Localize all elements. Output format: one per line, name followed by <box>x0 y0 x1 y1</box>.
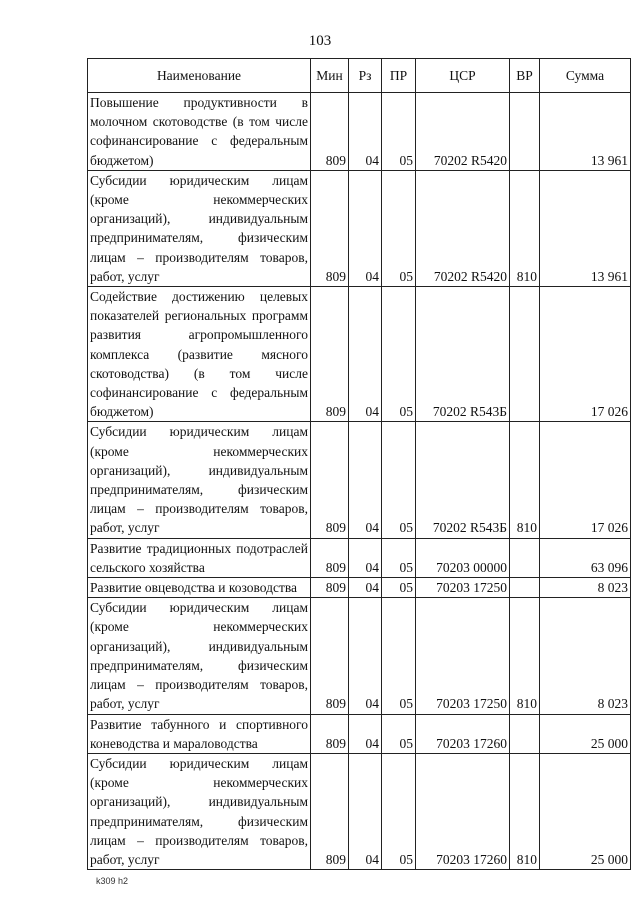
cell-pr: 05 <box>382 578 416 598</box>
cell-vr <box>510 93 540 171</box>
cell-vr: 810 <box>510 422 540 538</box>
cell-rz: 04 <box>349 538 382 577</box>
cell-min: 809 <box>311 93 349 171</box>
cell-min: 809 <box>311 422 349 538</box>
cell-sum: 13 961 <box>540 93 631 171</box>
table-row <box>88 578 631 598</box>
cell-pr: 05 <box>382 422 416 538</box>
table-row <box>88 598 631 714</box>
cell-name: Субсидии юридическим лицам (кроме некоммерческих организаций), индивидуальным предпринимателям, физическим лицам – производителям товаров, работ, услуг <box>88 598 311 714</box>
cell-name: Субсидии юридическим лицам (кроме некоммерческих организаций), индивидуальным предпринимателям, физическим лицам – производителям товаров, работ, услуг <box>88 422 311 538</box>
cell-pr: 05 <box>382 753 416 869</box>
page-number: 103 <box>308 33 332 49</box>
header-sum: Сумма <box>540 59 631 93</box>
cell-csr: 70202 R5420 <box>416 93 510 171</box>
cell-name: Повышение продуктивности в молочном скотоводстве (в том числе софинансирование с федеральным бюджетом) <box>88 93 311 171</box>
table-header-row <box>88 59 631 93</box>
cell-csr: 70202 R5420 <box>416 170 510 286</box>
header-pr: ПР <box>382 59 416 93</box>
cell-pr: 05 <box>382 287 416 422</box>
cell-name: Содействие достижению целевых показателей региональных программ развития агропромышленного комплекса (развитие мясного скотоводства) (в том числе софинансирование с федеральным бюджетом) <box>88 287 311 422</box>
cell-sum: 25 000 <box>540 753 631 869</box>
cell-vr: 810 <box>510 753 540 869</box>
cell-min: 809 <box>311 287 349 422</box>
cell-name: Развитие табунного и спортивного коневодства и мараловодства <box>88 714 311 753</box>
cell-name: Развитие овцеводства и козоводства <box>88 578 311 598</box>
header-rz: Рз <box>349 59 382 93</box>
cell-min: 809 <box>311 578 349 598</box>
cell-name: Развитие традиционных подотраслей сельского хозяйства <box>88 538 311 577</box>
cell-sum: 25 000 <box>540 714 631 753</box>
cell-csr: 70203 17260 <box>416 714 510 753</box>
table-row <box>88 422 631 538</box>
cell-vr <box>510 538 540 577</box>
header-vr: ВР <box>510 59 540 93</box>
cell-rz: 04 <box>349 753 382 869</box>
table-row <box>88 170 631 286</box>
cell-rz: 04 <box>349 598 382 714</box>
cell-sum: 17 026 <box>540 287 631 422</box>
cell-min: 809 <box>311 714 349 753</box>
cell-csr: 70202 R543Б <box>416 422 510 538</box>
cell-min: 809 <box>311 598 349 714</box>
cell-sum: 8 023 <box>540 598 631 714</box>
cell-sum: 17 026 <box>540 422 631 538</box>
cell-rz: 04 <box>349 170 382 286</box>
footer-code: k309 h2 <box>96 876 129 886</box>
cell-rz: 04 <box>349 422 382 538</box>
cell-name: Субсидии юридическим лицам (кроме некоммерческих организаций), индивидуальным предпринимателям, физическим лицам – производителям товаров, работ, услуг <box>88 753 311 869</box>
cell-name: Субсидии юридическим лицам (кроме некоммерческих организаций), индивидуальным предпринимателям, физическим лицам – производителям товаров, работ, услуг <box>88 170 311 286</box>
cell-vr <box>510 714 540 753</box>
cell-vr: 810 <box>510 598 540 714</box>
table-row <box>88 538 631 577</box>
cell-rz: 04 <box>349 93 382 171</box>
cell-rz: 04 <box>349 714 382 753</box>
table-row <box>88 714 631 753</box>
table-row <box>88 287 631 422</box>
cell-pr: 05 <box>382 598 416 714</box>
cell-vr <box>510 578 540 598</box>
cell-rz: 04 <box>349 578 382 598</box>
header-name: Наименование <box>88 59 311 93</box>
cell-pr: 05 <box>382 170 416 286</box>
cell-min: 809 <box>311 170 349 286</box>
cell-csr: 70203 00000 <box>416 538 510 577</box>
cell-sum: 63 096 <box>540 538 631 577</box>
table-row <box>88 753 631 869</box>
cell-min: 809 <box>311 753 349 869</box>
table-row <box>88 93 631 171</box>
budget-table <box>87 58 631 870</box>
cell-vr: 810 <box>510 170 540 286</box>
cell-rz: 04 <box>349 287 382 422</box>
cell-min: 809 <box>311 538 349 577</box>
header-min: Мин <box>311 59 349 93</box>
cell-pr: 05 <box>382 714 416 753</box>
cell-pr: 05 <box>382 538 416 577</box>
cell-csr: 70203 17250 <box>416 578 510 598</box>
cell-csr: 70203 17250 <box>416 598 510 714</box>
cell-csr: 70203 17260 <box>416 753 510 869</box>
cell-pr: 05 <box>382 93 416 171</box>
cell-sum: 8 023 <box>540 578 631 598</box>
cell-vr <box>510 287 540 422</box>
cell-sum: 13 961 <box>540 170 631 286</box>
cell-csr: 70202 R543Б <box>416 287 510 422</box>
header-csr: ЦСР <box>416 59 510 93</box>
